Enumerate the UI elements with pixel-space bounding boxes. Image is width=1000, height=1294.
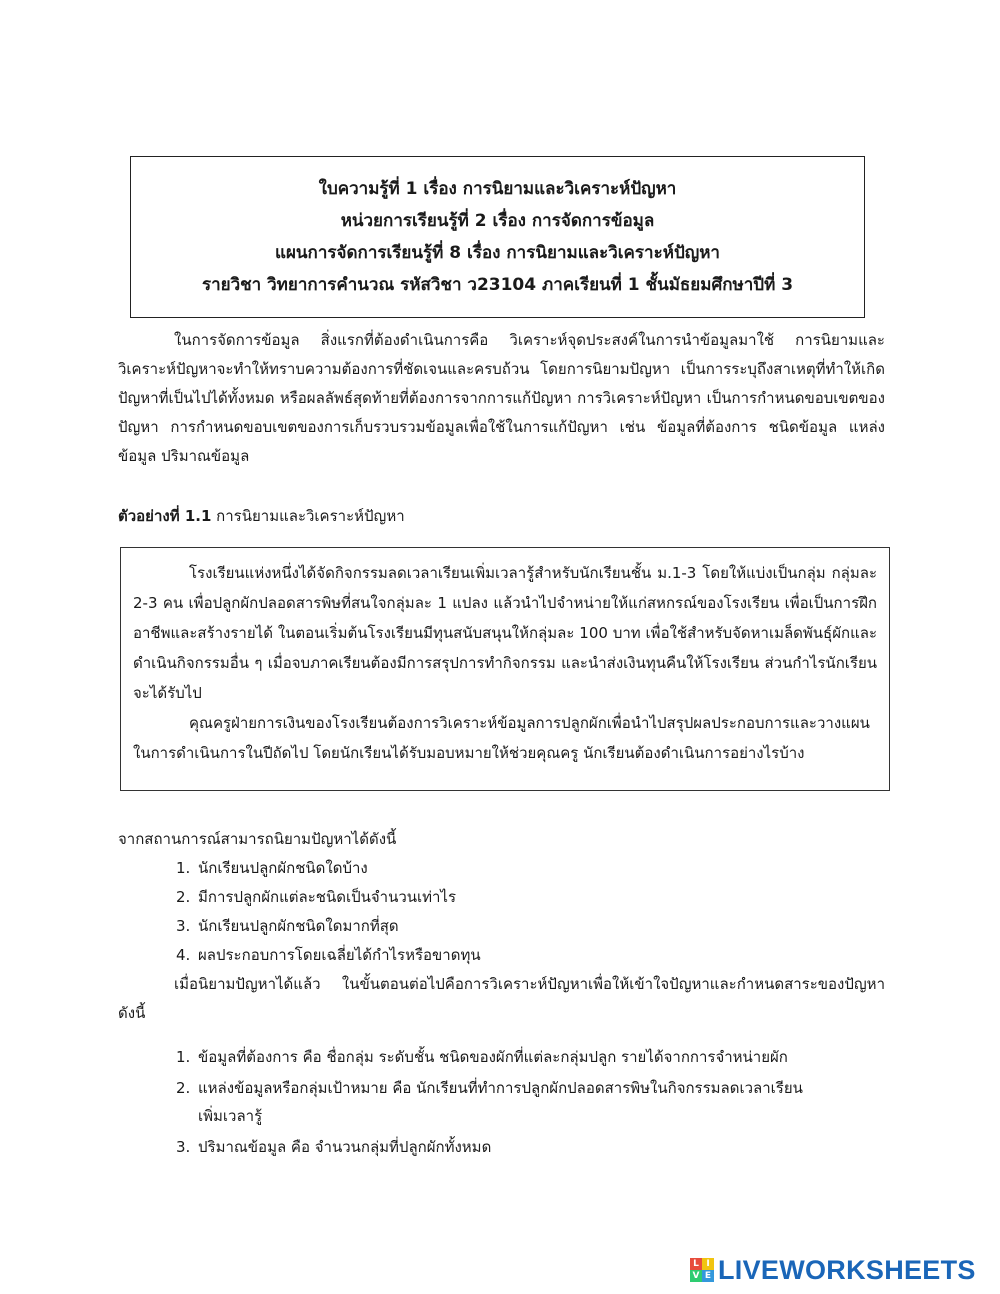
definition-item <box>176 941 481 969</box>
analysis-item <box>176 1133 491 1161</box>
definition-item <box>176 883 456 911</box>
header-line-2: หน่วยการเรียนรู้ที่ 2 เรื่อง การจัดการข้อมูล <box>340 211 655 231</box>
item-text: แหล่งข้อมูลหรือกลุ่มเป้าหมาย คือ นักเรียนที่ทำการปลูกผักปลอดสารพิษในกิจกรรมลดเวลาเรียน <box>198 1079 803 1097</box>
liveworksheets-logo-text: LIVEWORKSHEETS <box>718 1254 976 1285</box>
item-number: 2. <box>176 888 191 906</box>
item-text: นักเรียนปลูกผักชนิดใดมากที่สุด <box>198 917 399 935</box>
logo-letter-v: V <box>690 1270 702 1282</box>
example-title: การนิยามและวิเคราะห์ปัญหา <box>211 507 405 525</box>
item-text: ปริมาณข้อมูล คือ จำนวนกลุ่มที่ปลูกผักทั้งหมด <box>198 1138 492 1156</box>
liveworksheets-logo-icon <box>690 1258 714 1282</box>
header-line-1: ใบความรู้ที่ 1 เรื่อง การนิยามและวิเคราะห์ปัญหา <box>318 179 677 199</box>
example-heading <box>118 502 405 530</box>
example-label: ตัวอย่างที่ 1.1 <box>118 507 212 525</box>
item-number: 1. <box>176 859 191 877</box>
analysis-item <box>176 1043 788 1071</box>
item-text: มีการปลูกผักแต่ละชนิดเป็นจำนวนเท่าไร <box>198 888 457 906</box>
definition-intro: จากสถานการณ์สามารถนิยามปัญหาได้ดังนี้ <box>118 830 397 848</box>
item-number: 3. <box>176 917 191 935</box>
logo-letter-l: L <box>690 1258 702 1270</box>
item-text: ผลประกอบการโดยเฉลี่ยได้กำไรหรือขาดทุน <box>198 946 481 964</box>
item-number: 4. <box>176 946 191 964</box>
liveworksheets-logo <box>690 1254 976 1286</box>
item-number: 3. <box>176 1138 191 1156</box>
header-box <box>130 156 865 318</box>
item-text: นักเรียนปลูกผักชนิดใดบ้าง <box>198 859 368 877</box>
logo-letter-i: I <box>702 1258 714 1270</box>
item-text: ข้อมูลที่ต้องการ คือ ชื่อกลุ่ม ระดับชั้น ชนิดของผักที่แต่ละกลุ่มปลูก รายได้จากการจำหน่ายผัก <box>198 1048 788 1066</box>
analysis-item-continuation: เพิ่มเวลารู้ <box>198 1107 263 1125</box>
example-paragraph-1: โรงเรียนแห่งหนึ่งได้จัดกิจกรรมลดเวลาเรียนเพิ่มเวลารู้สำหรับนักเรียนชั้น ม.1-3 โดยให้แบ่งเป็นกลุ่ม กลุ่มละ 2-3 คน เพื่อปลูกผักปลอดสารพิษที่สนใจกลุ่มละ 1 แปลง แล้วนำไปจำหน่ายให้แก่สหกรณ์ของโรงเรียน เพื่อเป็นการฝึกอาชีพและสร้างรายได้ ในตอนเริ่มต้นโรงเรียนมีทุนสนับสนุนให้กลุ่มละ 100 บาท เพื่อใช้สำหรับจัดหาเมล็ดพันธุ์ผักและดำเนินกิจกรรมอื่น ๆ เมื่อจบภาคเรียนต้องมีการสรุปการทำกิจกรรม และนำส่งเงินทุนคืนให้โรงเรียน ส่วนกำไรนักเรียนจะได้รับไป <box>133 564 877 702</box>
analysis-item <box>176 1074 803 1102</box>
header-line-4: รายวิชา วิทยาการคำนวณ รหัสวิชา ว23104 ภาคเรียนที่ 1 ชั้นมัธยมศึกษาปีที่ 3 <box>201 275 794 295</box>
item-number: 2. <box>176 1079 191 1097</box>
item-number: 1. <box>176 1048 191 1066</box>
definition-item <box>176 912 399 940</box>
example-paragraph-2: คุณครูฝ่ายการเงินของโรงเรียนต้องการวิเคราะห์ข้อมูลการปลูกผักเพื่อนำไปสรุปผลประกอบการและวางแผนในการดำเนินการในปีถัดไป โดยนักเรียนได้รับมอบหมายให้ช่วยคุณครู นักเรียนต้องดำเนินการอย่างไรบ้าง <box>133 714 870 762</box>
intro-paragraph: ในการจัดการข้อมูล สิ่งแรกที่ต้องดำเนินการคือ วิเคราะห์จุดประสงค์ในการนำข้อมูลมาใช้ การนิยามและวิเคราะห์ปัญหาจะทำให้ทราบความต้องการที่ชัดเจนและครบถ้วน โดยการนิยามปัญหา เป็นการระบุถึงสาเหตุที่ทำให้เกิดปัญหาที่เป็นไปได้ทั้งหมด หรือผลลัพธ์สุดท้ายที่ต้องการจากการแก้ปัญหา การวิเคราะห์ปัญหา เป็นการกำหนดขอบเขตของปัญหา การกำหนดขอบเขตของการเก็บรวบรวมข้อมูลเพื่อใช้ในการแก้ปัญหา เช่น ข้อมูลที่ต้องการ ชนิดข้อมูล แหล่งข้อมูล ปริมาณข้อมูล <box>118 331 885 465</box>
logo-letter-e: E <box>702 1270 714 1282</box>
analysis-intro: เมื่อนิยามปัญหาได้แล้ว ในขั้นตอนต่อไปคือการวิเคราะห์ปัญหาเพื่อให้เข้าใจปัญหาและกำหนดสาระของปัญหา ดังนี้ <box>118 975 885 1022</box>
definition-item <box>176 854 368 882</box>
header-line-3: แผนการจัดการเรียนรู้ที่ 8 เรื่อง การนิยามและวิเคราะห์ปัญหา <box>275 243 720 263</box>
example-box <box>120 547 890 791</box>
